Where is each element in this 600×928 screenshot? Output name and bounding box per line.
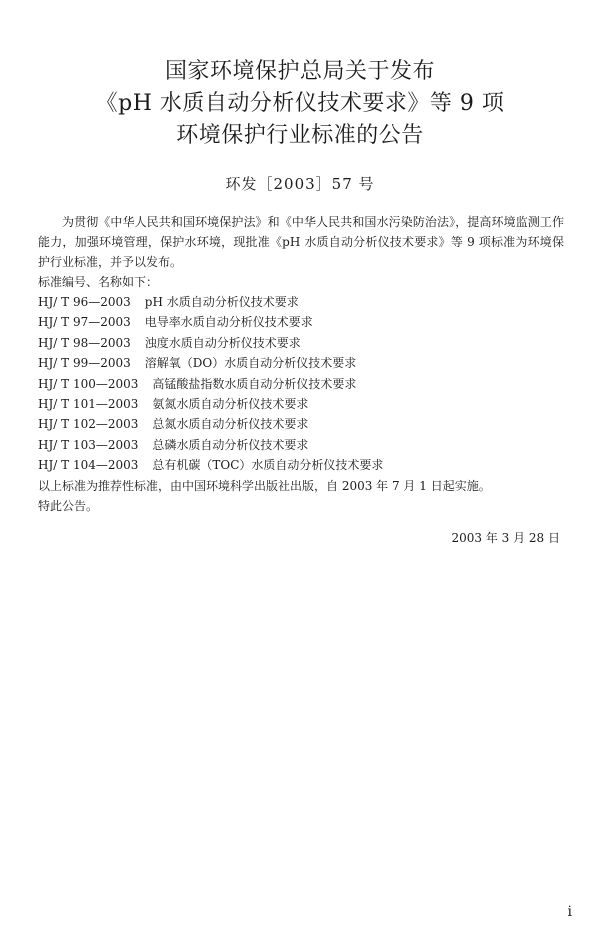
page-number: i	[567, 904, 572, 920]
standard-item	[38, 333, 564, 353]
notice-line: 特此公告。	[38, 498, 99, 513]
standard-code: HJ/ T 97—2003	[38, 315, 131, 330]
list-heading: 标准编号、名称如下：	[38, 275, 159, 289]
standard-item	[38, 435, 564, 455]
standard-name: 溶解氧（DO）水质自动分析仪技术要求	[144, 356, 357, 371]
standard-item	[38, 353, 564, 373]
standard-item	[38, 455, 564, 475]
standard-code: HJ/ T 101—2003	[38, 397, 139, 412]
standard-name: 总磷水质自动分析仪技术要求	[152, 437, 309, 452]
standard-code: HJ/ T 100—2003	[38, 376, 139, 391]
title-line-2: 《pH 水质自动分析仪技术要求》等 9 项	[95, 91, 505, 116]
standard-code: HJ/ T 99—2003	[38, 356, 131, 371]
standard-code: HJ/ T 103—2003	[38, 437, 139, 452]
standard-code: HJ/ T 96—2003	[38, 295, 131, 309]
standard-item	[38, 394, 564, 414]
standard-item	[38, 414, 564, 434]
closing-line: 以上标准为推荐性标准，由中国环境科学出版社出版，自 2003 年 7 月 1 日起实施。	[38, 478, 491, 493]
title-line-3: 环境保护行业标准的公告	[176, 123, 424, 148]
standards-list	[38, 292, 564, 476]
standard-name: 浊度水质自动分析仪技术要求	[144, 335, 301, 350]
intro-paragraph: 为贯彻《中华人民共和国环境保护法》和《中华人民共和国水污染防治法》，提高环境监测工作能力，加强环境管理，保护水环境，现批准《pH 水质自动分析仪技术要求》等 9 项标准为环境保护行业标准，并予以发布。	[38, 215, 564, 269]
announcement-date: 2003 年 3 月 28 日	[451, 531, 560, 545]
standard-item	[38, 374, 564, 394]
standard-name: 氨氮水质自动分析仪技术要求	[152, 397, 309, 412]
standard-name: 总有机碳（TOC）水质自动分析仪技术要求	[152, 458, 384, 473]
standard-item	[38, 292, 564, 312]
standard-code: HJ/ T 102—2003	[38, 417, 139, 432]
standard-code: HJ/ T 104—2003	[38, 458, 139, 473]
standard-name: 总氮水质自动分析仪技术要求	[152, 417, 309, 432]
announcement-body	[38, 212, 564, 516]
announcement-title	[0, 56, 600, 152]
document-number: 环发［2003］57 号	[225, 175, 375, 193]
standard-code: HJ/ T 98—2003	[38, 335, 131, 350]
standard-name: 电导率水质自动分析仪技术要求	[144, 315, 313, 330]
standard-name: pH 水质自动分析仪技术要求	[144, 295, 299, 309]
standard-item	[38, 312, 564, 332]
standard-name: 高锰酸盐指数水质自动分析仪技术要求	[152, 376, 357, 391]
title-line-1: 国家环境保护总局关于发布	[164, 59, 435, 84]
